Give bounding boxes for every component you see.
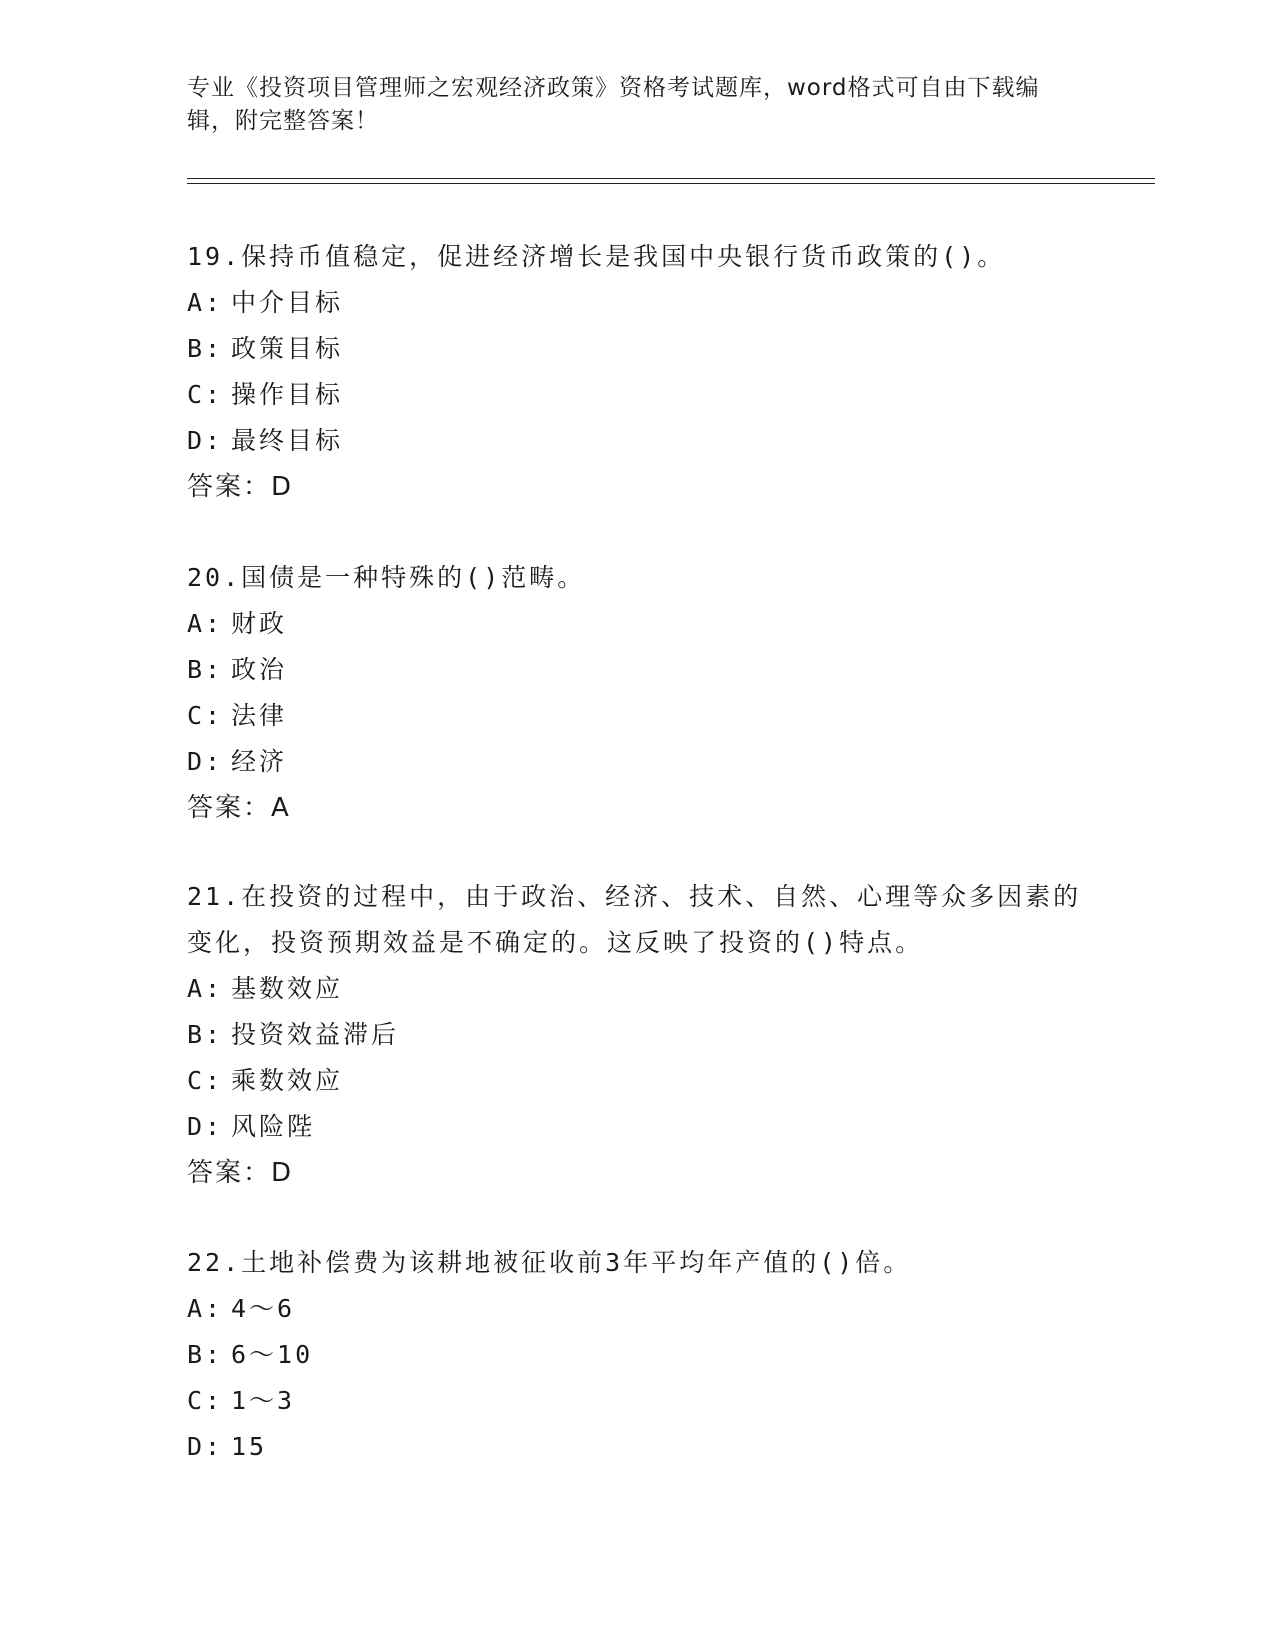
option-a [187,601,1087,647]
header-divider-bottom [187,183,1155,184]
option-letter: A: [187,288,224,317]
option-letter: D: [187,426,224,455]
answer-label: 答案： [187,472,272,502]
option-text: 经济 [231,747,288,776]
option-a [187,1286,1087,1332]
option-letter: A: [187,974,224,1003]
option-a [187,966,1087,1012]
question-stem: 21.在投资的过程中，由于政治、经济、技术、自然、心理等众多因素的变化，投资预期效益是不确定的。这反映了投资的()特点。 [187,882,1082,957]
option-b [187,1332,1087,1378]
option-text: 6～10 [231,1340,314,1369]
answer-value: A [271,793,291,823]
option-letter: D: [187,747,224,776]
option-letter: C: [187,1066,224,1095]
option-letter: B: [187,334,224,363]
option-text: 投资效益滞后 [231,1020,400,1049]
answer-line [187,464,1087,510]
answer-value: D [271,472,294,502]
option-letter: C: [187,380,224,409]
option-letter: B: [187,1340,224,1369]
option-text: 政治 [231,655,288,684]
question-stem: 22.土地补偿费为该耕地被征收前3年平均年产值的()倍。 [187,1248,912,1277]
question-20 [187,555,1087,831]
option-text: 4～6 [231,1294,296,1323]
option-c [187,1378,1087,1424]
option-b [187,647,1087,693]
option-d [187,418,1087,464]
option-d [187,739,1087,785]
question-stem: 19.保持币值稳定，促进经济增长是我国中央银行货币政策的()。 [187,242,1006,271]
option-letter: A: [187,609,224,638]
option-c [187,693,1087,739]
option-text: 1～3 [231,1386,296,1415]
option-letter: A: [187,1294,224,1323]
answer-label: 答案： [187,1158,272,1188]
option-text: 风险陛 [231,1112,316,1141]
option-b [187,1012,1087,1058]
option-letter: C: [187,1386,224,1415]
option-text: 中介目标 [231,288,344,317]
option-text: 15 [231,1432,268,1461]
option-letter: B: [187,655,224,684]
option-text: 操作目标 [231,380,344,409]
option-c [187,372,1087,418]
answer-line [187,1150,1087,1196]
option-text: 财政 [231,609,288,638]
option-text: 乘数效应 [231,1066,344,1095]
option-text: 最终目标 [231,426,344,455]
question-22 [187,1240,1087,1470]
option-d [187,1424,1087,1470]
question-stem: 20.国债是一种特殊的()范畴。 [187,563,586,592]
answer-label: 答案： [187,793,272,823]
document-intro: 专业《投资项目管理师之宏观经济政策》资格考试题库，word格式可自由下载编辑，附完整答案！ [187,75,1040,134]
answer-line [187,785,1087,831]
question-19 [187,234,1087,510]
option-c [187,1058,1087,1104]
option-text: 政策目标 [231,334,344,363]
option-a [187,280,1087,326]
option-letter: C: [187,701,224,730]
question-21 [187,874,1087,1196]
option-letter: D: [187,1112,224,1141]
option-d [187,1104,1087,1150]
option-letter: B: [187,1020,224,1049]
option-text: 基数效应 [231,974,344,1003]
answer-value: D [271,1158,294,1188]
option-letter: D: [187,1432,224,1461]
option-text: 法律 [231,701,288,730]
header-divider-top [187,178,1155,179]
option-b [187,326,1087,372]
